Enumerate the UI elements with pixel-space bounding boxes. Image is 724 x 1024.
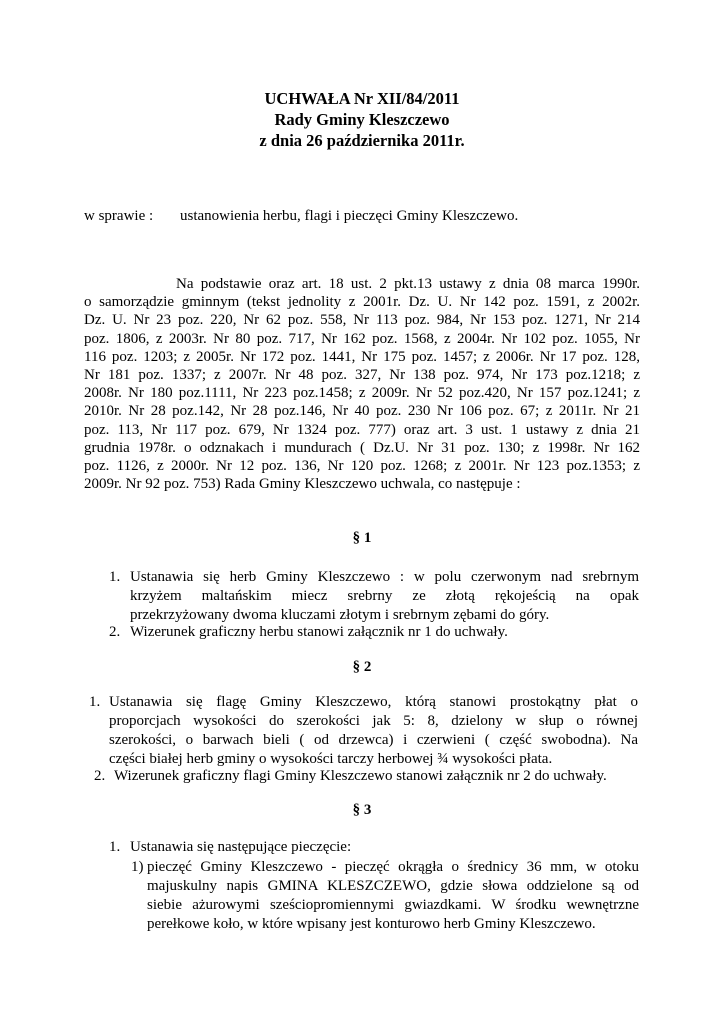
item-number: 1) — [131, 859, 144, 875]
item-line: części białej herb gminy o wysokości tarczy herbowej ¾ wysokości płata. — [109, 751, 553, 767]
basis-line: o samorządzie gminnym (tekst jednolity z 2001r. Dz. U. Nr 142 poz. 1591, z 2002r. — [84, 294, 640, 311]
item-number: 1. — [89, 694, 101, 710]
basis-line: 2010r. Nr 28 poz.142, Nr 28 poz.146, Nr 40 poz. 230 Nr 106 poz. 67; z 2011r. Nr 21 — [84, 403, 640, 420]
resolution-number: UCHWAŁA Nr XII/84/2011 — [264, 89, 460, 108]
item-line: proporcjach wysokości do szerokości jak 5: 8, dzielony w słup o równej — [109, 713, 638, 729]
basis-line: 2009r. Nr 92 poz. 753) Rada Gminy Kleszczewo uchwala, co następuje : — [84, 476, 521, 493]
item-line: Wizerunek graficzny herbu stanowi załącznik nr 1 do uchwały. — [130, 624, 508, 640]
item-line: Ustanawia się następujące pieczęcie: — [130, 839, 352, 855]
basis-line: poz. 1126, z 2000r. Nr 12 poz. 136, Nr 120 poz. 1268; z 2001r. Nr 123 poz.1353; z — [84, 458, 640, 475]
item-number: 2. — [109, 624, 121, 640]
item-line: krzyżem maltańskim miecz srebrny ze złotą rękojeścią na opak — [130, 588, 639, 604]
item-line: przekrzyżowany dwoma kluczami złotym i srebrnym zębami do góry. — [130, 607, 550, 623]
item-number: 1. — [109, 569, 121, 585]
basis-line: poz. 113, Nr 117 poz. 679, Nr 1324 poz. 777) oraz art. 3 ust. 1 ustawy z dnia 21 — [84, 421, 640, 438]
item-line: pieczęć Gminy Kleszczewo - pieczęć okrągła o średnicy 36 mm, w otoku — [147, 859, 639, 875]
item-line: majuskulny napis GMINA KLESZCZEWO, gdzie słowa oddzielone są od — [147, 878, 639, 894]
subject-label: w sprawie : — [84, 208, 154, 224]
section-2-item-1 — [89, 693, 638, 769]
basis-line: grudnia 1978r. o odznakach i mundurach ( Dz.U. Nr 31 poz. 130; z 1998r. Nr 162 — [84, 439, 640, 456]
basis-line: 116 poz. 1203; z 2005r. Nr 172 poz. 1441, Nr 175 poz. 1457; z 2006r. Nr 17 poz. 128, — [84, 348, 640, 365]
section-2-item-2 — [94, 767, 639, 786]
item-number: 2. — [94, 768, 106, 784]
item-line: Wizerunek graficzny flagi Gminy Kleszczewo stanowi załącznik nr 2 do uchwały. — [114, 768, 607, 784]
resolution-header — [0, 88, 724, 151]
section-3-item-1 — [109, 838, 639, 857]
item-line: Ustanawia się herb Gminy Kleszczewo : w polu czerwonym nad srebrnym — [130, 569, 639, 585]
item-line: Ustanawia się flagę Gminy Kleszczewo, którą stanowi prostokątny płat o — [109, 694, 638, 710]
basis-line: 2008r. Nr 180 poz.1111, Nr 223 poz.1458; z 2009r. Nr 52 poz.420, Nr 157 poz.1241; z — [84, 385, 640, 402]
item-line: siebie ażurowymi sześciopromiennymi gwiazdkami. W środku wewnętrzne — [147, 897, 639, 913]
section-1-item-1 — [109, 568, 639, 625]
resolution-date: z dnia 26 października 2011r. — [259, 131, 465, 150]
section-1-item-2 — [109, 623, 639, 642]
basis-line: Dz. U. Nr 23 poz. 220, Nr 62 poz. 558, Nr 113 poz. 984, Nr 153 poz. 1271, Nr 214 — [84, 312, 640, 329]
legal-basis-paragraph — [84, 275, 640, 493]
basis-line: Na podstawie oraz art. 18 ust. 2 pkt.13 ustawy z dnia 08 marca 1990r. — [176, 276, 640, 292]
basis-line: poz. 1806, z 2003r. Nr 80 poz. 717, Nr 162 poz. 1568, z 2004r. Nr 102 poz. 1055, Nr — [84, 330, 640, 347]
item-line: szerokości, o barwach bieli ( od drzewca) i czerwieni ( część swobodna). Na — [109, 732, 638, 748]
council-name: Rady Gminy Kleszczewo — [274, 110, 450, 129]
section-heading: § 2 — [352, 659, 372, 675]
item-line: perełkowe koło, w które wpisany jest konturowo herb Gminy Kleszczewo. — [147, 916, 596, 932]
subject-text: ustanowienia herbu, flagi i pieczęci Gminy Kleszczewo. — [180, 208, 519, 224]
subject-line — [84, 206, 518, 226]
section-3-subitem-1 — [131, 858, 639, 934]
item-number: 1. — [109, 839, 121, 855]
basis-line: Nr 181 poz. 1337; z 2007r. Nr 48 poz. 327, Nr 138 poz. 974, Nr 173 poz.1218; z — [84, 367, 640, 384]
section-heading: § 3 — [352, 802, 372, 818]
section-heading: § 1 — [352, 530, 372, 546]
